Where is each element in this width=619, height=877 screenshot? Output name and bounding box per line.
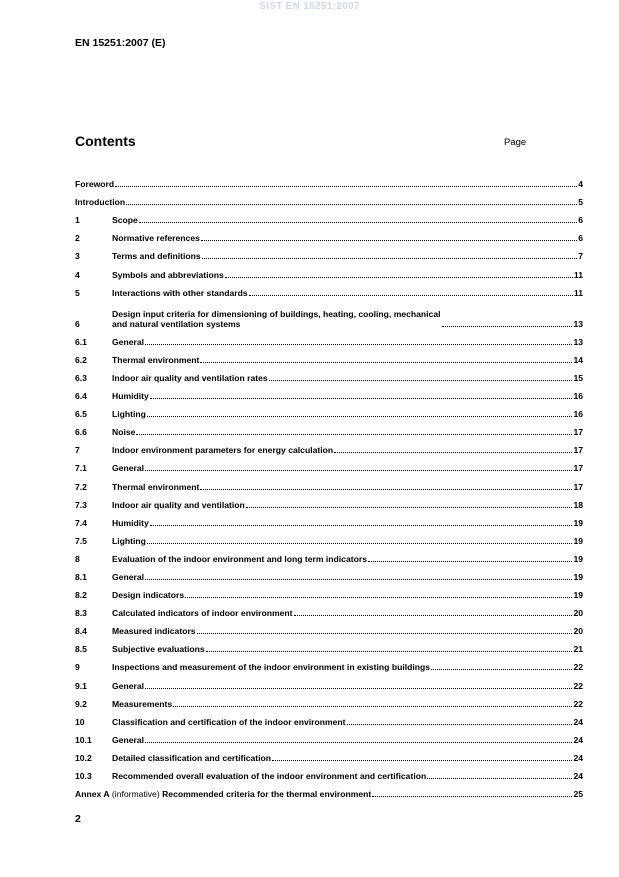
toc-entry-page: 4	[578, 179, 583, 190]
toc-entry[interactable]	[75, 280, 583, 298]
toc-entry[interactable]	[75, 727, 583, 745]
toc-entry[interactable]	[75, 207, 583, 225]
dot-leader	[136, 434, 572, 435]
toc-entry-title: Thermal environment	[112, 354, 200, 365]
dot-leader	[201, 240, 577, 241]
dot-leader	[173, 706, 572, 707]
toc-entry-number: 7	[75, 445, 80, 456]
toc-entry[interactable]	[75, 763, 583, 781]
toc-entry-page: 19	[573, 590, 583, 601]
toc-entry-number: 6	[75, 318, 80, 329]
toc-entry-number: 10.2	[75, 752, 92, 763]
toc-entry[interactable]	[75, 261, 583, 279]
toc-entry-title: Indoor air quality and ventilation	[112, 499, 245, 510]
document-id: EN 15251:2007 (E)	[75, 37, 166, 49]
toc-entry-page: 19	[573, 535, 583, 546]
toc-entry-title: General	[112, 734, 145, 745]
toc-entry[interactable]	[75, 510, 583, 528]
toc-entry[interactable]	[75, 654, 583, 672]
toc-entry[interactable]	[75, 455, 583, 473]
dot-leader	[145, 344, 572, 345]
toc-entry-title: Foreword	[75, 179, 115, 190]
toc-entry-number: 6.2	[75, 354, 87, 365]
toc-entry-number: 3	[75, 251, 80, 262]
toc-entry-number: 6.6	[75, 427, 87, 438]
toc-entry-page: 17	[573, 427, 583, 438]
toc-entry-page: 19	[573, 517, 583, 528]
toc-entry[interactable]	[75, 243, 583, 261]
table-of-contents	[75, 171, 583, 799]
toc-entry[interactable]	[75, 347, 583, 365]
toc-entry-page: 6	[578, 215, 583, 226]
toc-entry-number: 6.4	[75, 391, 87, 402]
toc-entry[interactable]	[75, 492, 583, 510]
toc-entry[interactable]	[75, 564, 583, 582]
toc-entry-title: Measurements	[112, 698, 173, 709]
toc-entry[interactable]	[75, 473, 583, 491]
toc-entry-page: 24	[573, 716, 583, 727]
toc-entry-page: 13	[573, 336, 583, 347]
toc-entry-number: 8	[75, 553, 80, 564]
toc-entry-number: 10.1	[75, 734, 92, 745]
toc-entry-number: 8.3	[75, 608, 87, 619]
toc-entry-page: 22	[573, 680, 583, 691]
toc-entry[interactable]	[75, 225, 583, 243]
toc-entry[interactable]	[75, 618, 583, 636]
dot-leader	[272, 760, 572, 761]
dot-leader	[147, 543, 573, 544]
toc-entry-title: Recommended overall evaluation of the indoor environment and certification	[112, 771, 427, 781]
dot-leader	[126, 204, 577, 205]
dot-leader	[347, 724, 573, 725]
toc-entry-title: Terms and definitions	[112, 251, 201, 262]
toc-entry[interactable]	[75, 781, 583, 799]
toc-entry-page: 15	[573, 372, 583, 383]
toc-entry-title: Symbols and abbreviations	[112, 269, 224, 280]
toc-entry-page: 17	[573, 481, 583, 492]
toc-entry-page: 18	[573, 499, 583, 510]
toc-entry-page: 24	[573, 771, 583, 781]
toc-entry-title: Humidity	[112, 517, 149, 528]
toc-entry-page: 11	[573, 269, 583, 280]
dot-leader	[150, 398, 573, 399]
toc-entry-number: 7.2	[75, 481, 87, 492]
toc-entry-title: Thermal environment	[112, 481, 200, 492]
dot-leader	[269, 380, 573, 381]
toc-entry-number: 8.5	[75, 644, 87, 655]
toc-entry-page: 19	[573, 571, 583, 582]
toc-entry-number: 10	[75, 716, 85, 727]
toc-entry[interactable]	[75, 636, 583, 654]
annex-note: (informative)	[109, 789, 163, 800]
toc-entry-page: 16	[573, 391, 583, 402]
toc-entry-number: 6.3	[75, 372, 87, 383]
dot-leader	[294, 615, 573, 616]
toc-entry-page: 24	[573, 734, 583, 745]
toc-entry-title: Inspections and measurement of the indoor environment in existing buildings	[112, 662, 431, 673]
toc-entry[interactable]	[75, 528, 583, 546]
watermark: SIST EN 15251:2007	[259, 1, 360, 12]
toc-entry-title: Humidity	[112, 391, 149, 402]
dot-leader	[147, 416, 573, 417]
toc-entry-title: Design indicators	[112, 590, 185, 601]
toc-entry-page: 11	[573, 287, 583, 298]
toc-entry[interactable]	[75, 365, 583, 383]
toc-entry-title: Design input criteria for dimensioning of buildings, heating, cooling, mechanical	[112, 308, 441, 319]
toc-entry-page: 16	[573, 409, 583, 420]
toc-entry[interactable]	[75, 546, 583, 564]
toc-entry-page: 6	[578, 233, 583, 244]
dot-leader	[372, 796, 572, 797]
toc-entry[interactable]	[75, 401, 583, 419]
toc-entry[interactable]	[75, 298, 583, 329]
toc-entry-title: Classification and certification of the indoor environment	[112, 716, 346, 727]
dot-leader	[145, 688, 572, 689]
toc-entry-number: 6.5	[75, 409, 87, 420]
contents-title: Contents	[75, 133, 136, 149]
dot-leader	[334, 452, 572, 453]
toc-entry-title: Scope	[112, 215, 138, 226]
toc-entry-page: 13	[573, 318, 583, 329]
dot-leader	[206, 651, 573, 652]
toc-entry-number: 4	[75, 269, 80, 280]
toc-entry-page: 22	[573, 662, 583, 673]
toc-entry[interactable]	[75, 419, 583, 437]
annex-label: Annex A	[75, 789, 110, 800]
toc-entry-title: Lighting	[112, 535, 146, 546]
toc-entry-title: General	[112, 571, 145, 582]
dot-leader	[185, 597, 572, 598]
toc-entry-title: Indoor environment parameters for energy calculation	[112, 445, 334, 456]
toc-entry-number: 6.1	[75, 336, 87, 347]
toc-entry-page: 19	[573, 553, 583, 564]
toc-entry-number: 7.3	[75, 499, 87, 510]
toc-entry-number: 2	[75, 233, 80, 244]
toc-entry-title: General	[112, 463, 145, 474]
dot-leader	[150, 525, 573, 526]
toc-entry-title: Normative references	[112, 233, 200, 244]
toc-entry-number: 8.2	[75, 590, 87, 601]
dot-leader	[197, 633, 573, 634]
toc-entry-title: Indoor air quality and ventilation rates	[112, 372, 268, 383]
toc-entry-page: 20	[573, 626, 583, 637]
dot-leader	[145, 470, 572, 471]
toc-entry-title: General	[112, 336, 145, 347]
dot-leader	[115, 186, 577, 187]
dot-leader	[139, 222, 577, 223]
toc-entry-page: 20	[573, 608, 583, 619]
toc-entry-title: Lighting	[112, 409, 146, 420]
toc-entry-title: Recommended criteria for the thermal environment	[162, 789, 372, 800]
toc-entry-title: Detailed classification and certification	[112, 752, 272, 763]
toc-entry-number: 7.1	[75, 463, 87, 474]
page-column-label: Page	[504, 137, 527, 148]
toc-entry-number: 9.1	[75, 680, 87, 691]
toc-entry-title: Subjective evaluations	[112, 644, 205, 655]
toc-entry-number: 8.4	[75, 626, 87, 637]
toc-entry-title: Calculated indicators of indoor environment	[112, 608, 293, 619]
toc-entry-number: 7.4	[75, 517, 87, 528]
dot-leader	[225, 277, 573, 278]
dot-leader	[200, 489, 572, 490]
toc-entry-number: 10.3	[75, 771, 92, 781]
dot-leader	[368, 561, 572, 562]
toc-entry-page: 14	[573, 354, 583, 365]
page-number: 2	[75, 813, 81, 825]
toc-entry-title: Evaluation of the indoor environment and long term indicators	[112, 553, 367, 564]
toc-entry-page: 17	[573, 463, 583, 474]
toc-entry-number: 8.1	[75, 571, 87, 582]
toc-entry-title: Measured indicators	[112, 626, 196, 637]
toc-entry-number: 5	[75, 287, 80, 298]
toc-entry[interactable]	[75, 672, 583, 690]
toc-entry-number: 9	[75, 662, 80, 673]
toc-entry[interactable]	[75, 383, 583, 401]
toc-entry[interactable]	[75, 709, 583, 727]
toc-entry-page: 25	[573, 789, 583, 800]
dot-leader	[431, 669, 572, 670]
toc-entry-page: 22	[573, 698, 583, 709]
dot-leader	[145, 742, 572, 743]
dot-leader	[427, 778, 572, 779]
toc-entry[interactable]	[75, 745, 583, 763]
toc-entry[interactable]	[75, 600, 583, 618]
toc-entry-title: General	[112, 680, 145, 691]
toc-entry[interactable]	[75, 437, 583, 455]
dot-leader	[246, 507, 573, 508]
toc-entry-title-continuation: and natural ventilation systems	[112, 318, 241, 329]
dot-leader	[442, 326, 573, 327]
toc-entry-title: Noise	[112, 427, 136, 438]
toc-entry-page: 21	[573, 644, 583, 655]
toc-entry[interactable]	[75, 691, 583, 709]
toc-entry-page: 24	[573, 752, 583, 763]
toc-entry[interactable]	[75, 582, 583, 600]
toc-entry-page: 7	[578, 251, 583, 262]
toc-entry-number: 9.2	[75, 698, 87, 709]
toc-entry-title: Interactions with other standards	[112, 287, 248, 298]
dot-leader	[202, 258, 578, 259]
toc-entry[interactable]	[75, 329, 583, 347]
toc-entry-number: 1	[75, 215, 80, 226]
toc-entry[interactable]	[75, 171, 583, 189]
toc-entry-title: Introduction	[75, 197, 126, 208]
dot-leader	[145, 579, 572, 580]
toc-entry-page: 17	[573, 445, 583, 456]
toc-entry[interactable]	[75, 189, 583, 207]
dot-leader	[249, 295, 573, 296]
toc-entry-number: 7.5	[75, 535, 87, 546]
toc-entry-page: 5	[578, 197, 583, 208]
dot-leader	[200, 362, 572, 363]
